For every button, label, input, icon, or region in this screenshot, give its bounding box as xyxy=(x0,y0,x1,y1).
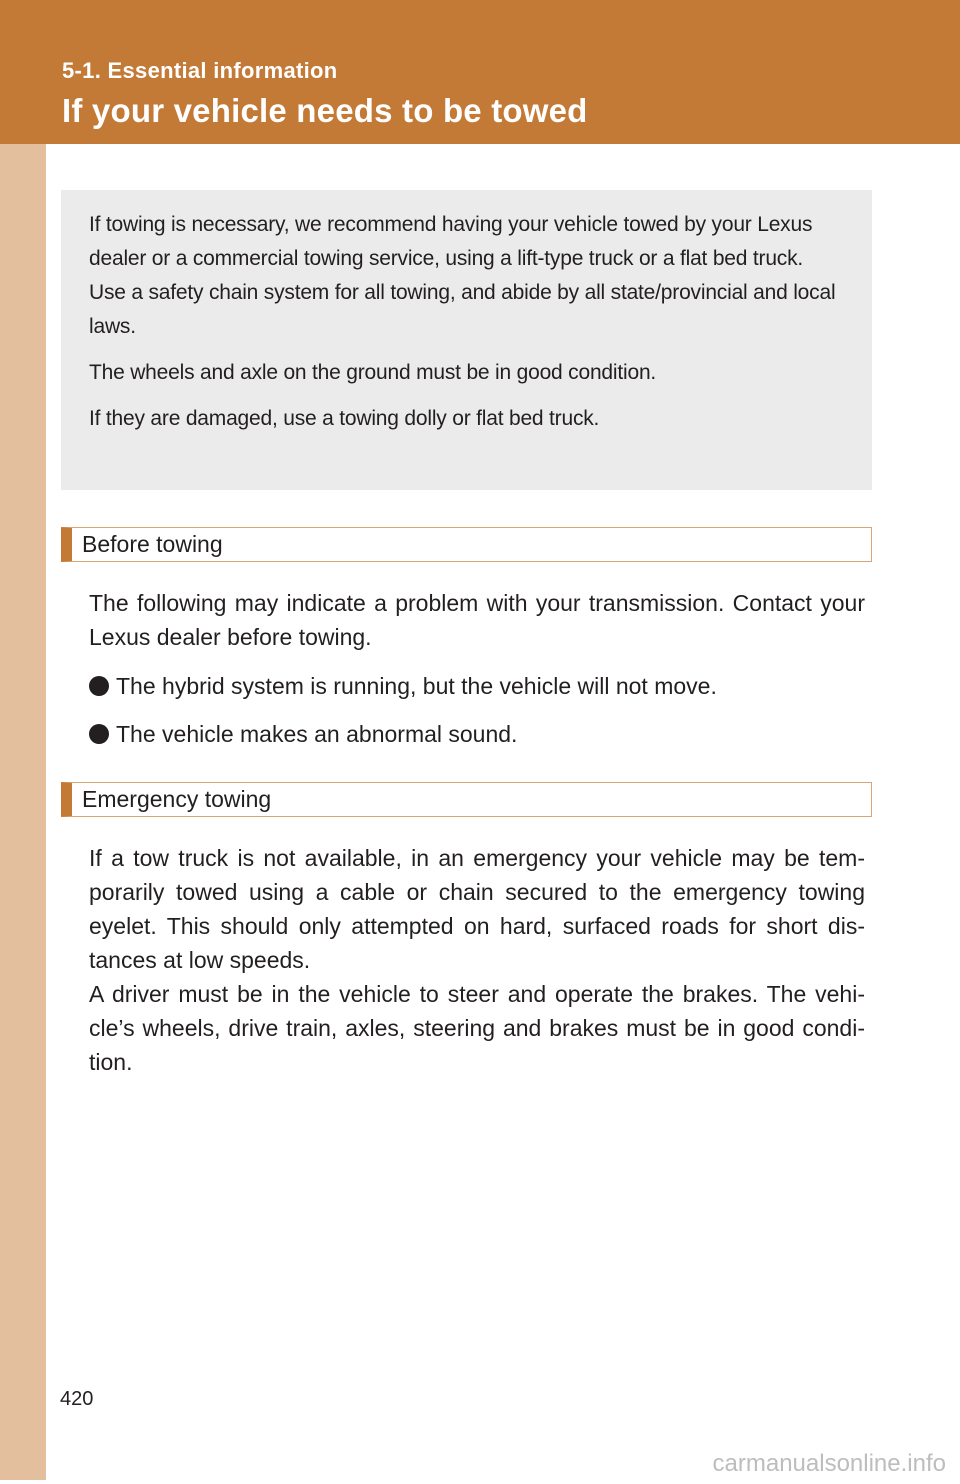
side-strip xyxy=(0,144,46,1480)
bullet-dot-icon xyxy=(89,676,109,696)
bullet-item-1 xyxy=(89,669,717,703)
intro-box xyxy=(61,190,872,490)
intro-paragraph-2: Use a safety chain system for all towing, and abide by all state/provincial and local laws. xyxy=(89,281,836,338)
page-title: If your vehicle needs to be towed xyxy=(62,92,588,129)
page-number: 420 xyxy=(60,1388,94,1410)
before-towing-paragraph: The following may indicate a problem with your transmission. Contact your Lexus dealer before towing. xyxy=(89,590,865,650)
intro-paragraph-1: If towing is necessary, we recommend having your vehicle towed by your Lexus dealer or a commercial towing service, using a lift-type truck or a flat bed truck. xyxy=(89,213,813,270)
watermark: carmanualsonline.info xyxy=(712,1450,946,1477)
emergency-paragraph-2: A driver must be in the vehicle to steer and operate the brakes. The vehi-cle’s wheels, drive train, axles, steering and brakes must be in good condi-tion. xyxy=(89,981,865,1075)
bullet-dot-icon xyxy=(89,724,109,744)
before-towing-text xyxy=(89,586,865,654)
bullet-item-2 xyxy=(89,717,517,751)
before-towing-heading: Before towing xyxy=(61,527,872,562)
emergency-towing-heading: Emergency towing xyxy=(61,782,872,817)
emergency-paragraph-1: If a tow truck is not available, in an emergency your vehicle may be tem-porarily towed using a cable or chain secured to the emergency towing eyelet. This should only attempted on hard, surfaced roads for short dis-tances at low speeds. xyxy=(89,845,865,973)
emergency-towing-text xyxy=(89,841,865,1079)
bullet-text-2: The vehicle makes an abnormal sound. xyxy=(116,721,518,747)
bullet-text-1: The hybrid system is running, but the vehicle will not move. xyxy=(116,673,717,699)
intro-paragraph-4: If they are damaged, use a towing dolly or flat bed truck. xyxy=(89,407,600,430)
section-label: 5-1. Essential information xyxy=(62,58,338,83)
intro-paragraph-3: The wheels and axle on the ground must be in good condition. xyxy=(89,361,657,384)
